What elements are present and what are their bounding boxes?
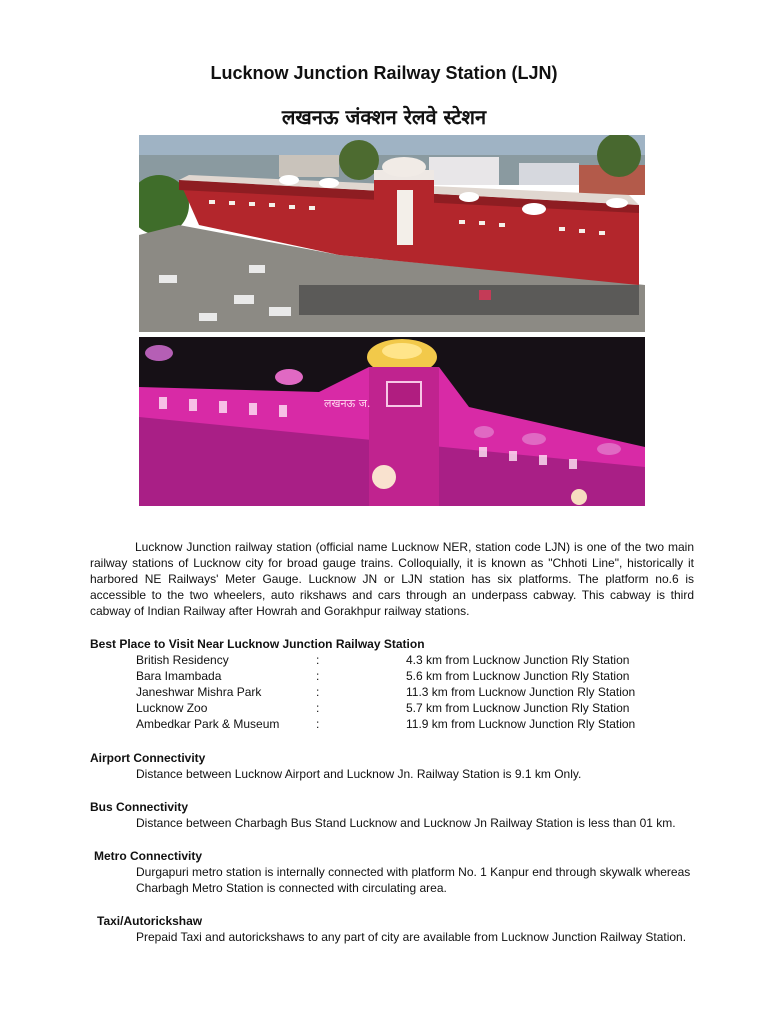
place-separator: : <box>316 653 320 667</box>
airport-text: Distance between Lucknow Airport and Lucknow Jn. Railway Station is 9.1 km Only. <box>136 767 582 781</box>
place-separator: : <box>316 717 320 731</box>
intro-paragraph: Lucknow Junction railway station (official name Lucknow NER, station code LJN) is one of the two main railway stations of Lucknow city for broad gauge trains. Colloquially, it is known as "Chhoti Line", historically it harbored NE Railways' Meter Gauge. Lucknow JN or LJN station has six platforms. The platform no.6 is accessible to the two wheelers, auto rikshaws and cars through an underpass cabway. This cabway is third cabway of Indian Railway after Howrah and Gorakhpur railway stations. <box>90 540 694 618</box>
place-distance: 11.9 km from Lucknow Junction Rly Station <box>406 717 636 731</box>
bus-text: Distance between Charbagh Bus Stand Lucknow and Lucknow Jn Railway Station is less than 01 km. <box>136 816 676 830</box>
taxi-text: Prepaid Taxi and autorickshaws to any part of city are available from Lucknow Junction Railway Station. <box>136 930 687 944</box>
airport-heading: Airport Connectivity <box>90 751 206 765</box>
place-distance: 5.6 km from Lucknow Junction Rly Station <box>406 669 630 683</box>
document-title: Lucknow Junction Railway Station (LJN) <box>210 63 558 83</box>
metro-text: Durgapuri metro station is internally connected with platform No. 1 Kanpur end through skywalk whereas Charbagh Metro Station is connected with circulating area. <box>136 865 691 895</box>
list-item <box>136 684 696 700</box>
place-separator: : <box>316 669 320 683</box>
place-name: Lucknow Zoo <box>136 701 208 715</box>
place-distance: 5.7 km from Lucknow Junction Rly Station <box>406 701 630 715</box>
place-distance: 4.3 km from Lucknow Junction Rly Station <box>406 653 630 667</box>
places-list <box>136 652 696 732</box>
metro-heading: Metro Connectivity <box>94 849 203 863</box>
place-name: British Residency <box>136 653 229 667</box>
taxi-heading: Taxi/Autorickshaw <box>97 914 203 928</box>
place-separator: : <box>316 701 320 715</box>
station-day-photo <box>139 135 645 332</box>
station-night-photo <box>139 337 645 506</box>
place-name: Janeshwar Mishra Park <box>136 685 262 699</box>
list-item <box>136 652 696 668</box>
place-distance: 11.3 km from Lucknow Junction Rly Station <box>406 685 636 699</box>
places-heading: Best Place to Visit Near Lucknow Junction Railway Station <box>90 637 425 651</box>
place-separator: : <box>316 685 320 699</box>
list-item <box>136 700 696 716</box>
list-item <box>136 668 696 684</box>
bus-heading: Bus Connectivity <box>90 800 189 814</box>
night-station-sign: लखनऊ ज. <box>324 397 371 410</box>
document-title-hindi: लखनऊ जंक्शन रेलवे स्टेशन <box>281 105 487 129</box>
place-name: Bara Imambada <box>136 669 222 683</box>
list-item <box>136 716 696 732</box>
place-name: Ambedkar Park & Museum <box>136 717 280 731</box>
